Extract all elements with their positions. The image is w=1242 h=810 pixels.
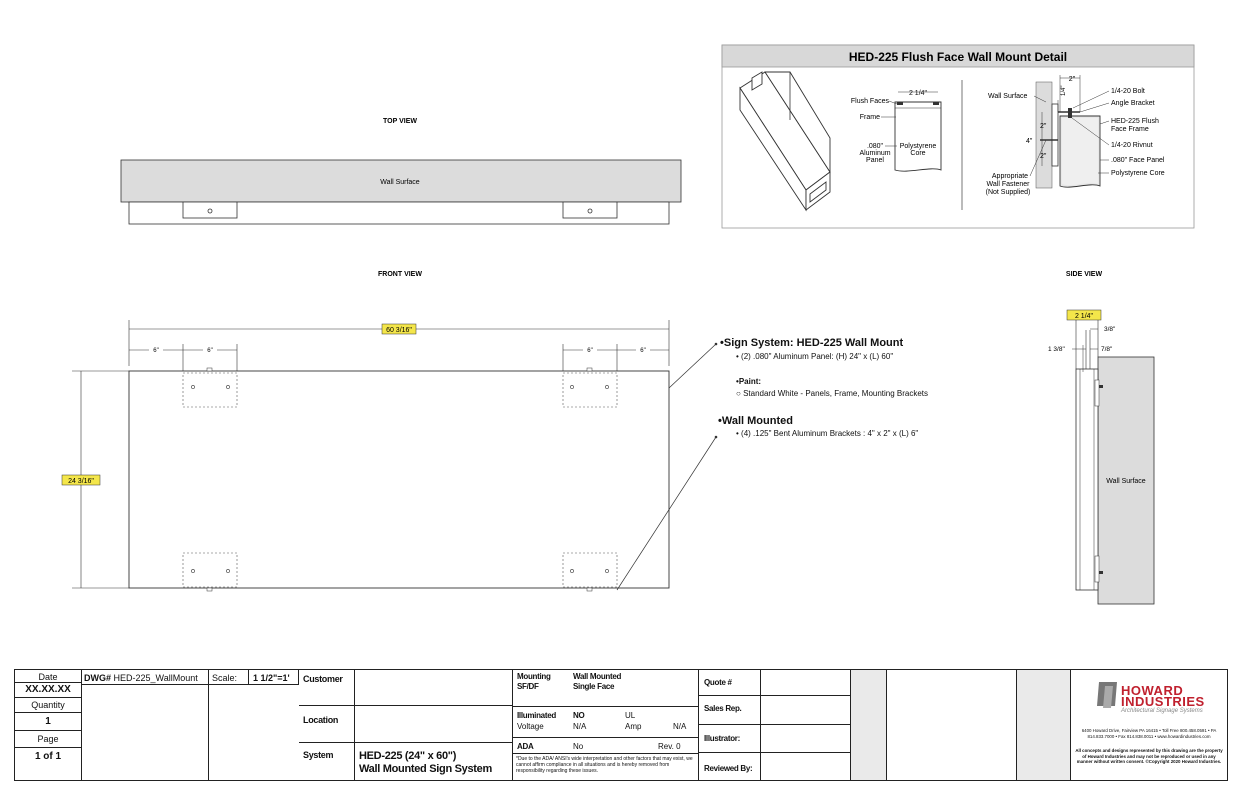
- detail-dim-2-right: 2": [1068, 76, 1076, 83]
- tb-specs: [513, 670, 699, 780]
- note-paint-item: Standard White - Panels, Frame, Mounting Brackets: [743, 389, 929, 398]
- sales-label: Sales Rep.: [704, 704, 742, 713]
- howard-logo-block: [1071, 670, 1227, 780]
- system-value-1: HED-225 (24" x 60"): [359, 750, 457, 762]
- page-value: 1 of 1: [34, 751, 62, 762]
- tb-quote-values: [761, 670, 851, 780]
- note-sign-system-title: Sign System: HED-225 Wall Mount: [723, 337, 904, 349]
- side-dim-1-3-8: 1 3/8": [1048, 346, 1065, 353]
- side-dim-7-8: 7/8": [1101, 346, 1113, 353]
- detail-flush-faces: Flush Faces: [850, 98, 889, 105]
- illuminated-value: NO: [573, 711, 585, 720]
- detail-dim-2-1-4: 2 1/4": [908, 90, 928, 97]
- side-sign-frame: [1076, 369, 1098, 590]
- detail-angle-bracket: Angle Bracket: [1111, 100, 1155, 107]
- title-block: [14, 669, 1228, 781]
- note-wall-mounted-title: Wall Mounted: [721, 415, 793, 427]
- detail-frame: Frame: [859, 114, 880, 121]
- detail-rivnut: 1/4-20 Rivnut: [1111, 142, 1153, 149]
- copyright: All concepts and designs represented by this drawing are the property of Howard Industries and may not be reproduced or used in any manner without written consent. ©Copyright 2020 Howard Industries.: [1075, 748, 1223, 764]
- location-label: Location: [303, 715, 339, 725]
- note-wall-mounted-item: (4) .125" Bent Aluminum Brackets : 4" x 2" x (L) 6": [741, 429, 919, 438]
- top-bracket-right: [563, 202, 617, 218]
- detail-dim-2b: 2": [1040, 153, 1047, 160]
- page-label: Page: [37, 734, 59, 744]
- dim-6-a: 6": [153, 348, 159, 354]
- tb-scale-label: [209, 670, 249, 685]
- detail-bolt: 1/4-20 Bolt: [1111, 88, 1145, 95]
- rev-value: Rev. 0: [658, 742, 681, 751]
- date-label: Date: [38, 672, 58, 682]
- ada-value: No: [573, 742, 584, 751]
- reviewed-label: Reviewed By:: [704, 764, 753, 773]
- tb-scale-value: [249, 670, 299, 685]
- sfdf-label: SF/DF: [517, 682, 539, 691]
- quantity-value: 1: [45, 716, 51, 727]
- detail-alum-panel: .080" Aluminum Panel: [859, 143, 891, 164]
- scale-label: Scale:: [212, 673, 238, 683]
- tb-customer-values: [355, 670, 513, 780]
- side-view-label: SIDE VIEW: [1065, 271, 1103, 278]
- dim-6-d: 6": [640, 348, 646, 354]
- top-wall-surface-label: Wall Surface: [380, 179, 420, 186]
- mounting-value: Wall Mounted: [573, 672, 622, 681]
- top-view-label: TOP VIEW: [383, 118, 417, 125]
- system-value-2: Wall Mounted Sign System: [359, 763, 492, 775]
- detail-title: HED-225 Flush Face Wall Mount Detail: [848, 50, 1068, 64]
- logo-top: HOWARD: [1121, 683, 1184, 698]
- quote-label: Quote #: [704, 678, 732, 687]
- tb-blank-3: [1017, 670, 1071, 780]
- quantity-label: Quantity: [31, 700, 65, 710]
- side-depth: 2 1/4": [1074, 313, 1094, 320]
- note-paint-title: Paint:: [738, 377, 762, 386]
- detail-fastener: Appropriate Wall Fastener (Not Supplied): [985, 173, 1031, 196]
- detail-dim-4: 4": [1026, 138, 1033, 145]
- mounting-label: Mounting: [517, 672, 551, 681]
- detail-flush-frame: HED-225 Flush Face Frame: [1111, 118, 1159, 133]
- tb-date-col: [15, 670, 82, 780]
- detail-wall-surface: Wall Surface: [988, 93, 1028, 100]
- date-value: XX.XX.XX: [25, 684, 71, 695]
- ada-note: *Due to the ADA/ ANSI's wide interpretation and other factors that may exist, we cannot affirm compliance in all situations and is hereby removed from responsibility regarding these issues.: [516, 756, 693, 774]
- front-view-label: FRONT VIEW: [378, 271, 422, 278]
- front-sign-panel: [129, 371, 669, 588]
- tb-quote-labels: [699, 670, 761, 780]
- dim-6-c: 6": [587, 348, 593, 354]
- scale-value: 1 1/2"=1': [253, 673, 290, 683]
- detail-dim-1-4: 1/4": [1061, 85, 1067, 96]
- amp-label: Amp: [625, 722, 642, 731]
- dwg-value: HED-225_WallMount: [113, 673, 198, 683]
- system-label: System: [303, 750, 334, 760]
- notes-block: •Sign System: HED-225 Wall Mount • (2) .080" Aluminum Panel: (H) 24" x (L) 60" •Paint: ○ Standard White - Panels, Frame, Mounting Brackets •Wall Mounted • (4) .125" Bent Aluminum Brackets : 4" x 2" x (L) 6": [718, 337, 929, 438]
- tb-blank-1: [851, 670, 887, 780]
- detail-face-panel: .080" Face Panel: [1111, 157, 1165, 164]
- width-dimension: 60 3/16": [386, 327, 412, 334]
- ul-label: UL: [625, 711, 636, 720]
- detail-poly-core: Polystyrene Core: [899, 143, 937, 157]
- company-address: 6400 Howard Drive, Fairview PA 16415 • Toll Free 800.458.0591 • PA 814.833.7000 • Fax 814.838.0011 • www.howardindustries.com: [1081, 728, 1217, 739]
- side-wall-surface-label: Wall Surface: [1106, 478, 1146, 485]
- voltage-label: Voltage: [517, 722, 544, 731]
- height-dimension: 24 3/16": [68, 478, 94, 485]
- illuminated-label: Illuminated: [517, 711, 556, 720]
- amp-value: N/A: [673, 722, 687, 731]
- logo-tag: Architectural Signage Systems: [1121, 708, 1203, 714]
- illustrator-label: Illustrator:: [704, 734, 740, 743]
- sfdf-value: Single Face: [573, 682, 615, 691]
- top-bracket-left: [183, 202, 237, 218]
- detail-poly-core2: Polystyrene Core: [1111, 170, 1165, 177]
- dim-6-b: 6": [207, 348, 213, 354]
- logo-bottom: INDUSTRIES: [1121, 694, 1205, 709]
- tb-blank-2: [887, 670, 1017, 780]
- tb-customer-labels: [299, 670, 355, 780]
- voltage-value: N/A: [573, 722, 587, 731]
- note-sign-system-item: (2) .080" Aluminum Panel: (H) 24" x (L) 60": [741, 352, 894, 361]
- ada-label: ADA: [517, 742, 534, 751]
- tb-dwg: [82, 670, 209, 780]
- dwg-label: DWG#: [84, 673, 111, 683]
- detail-dim-2a: 2": [1040, 123, 1047, 130]
- customer-label: Customer: [303, 674, 343, 684]
- side-dim-3-8: 3/8": [1104, 326, 1116, 333]
